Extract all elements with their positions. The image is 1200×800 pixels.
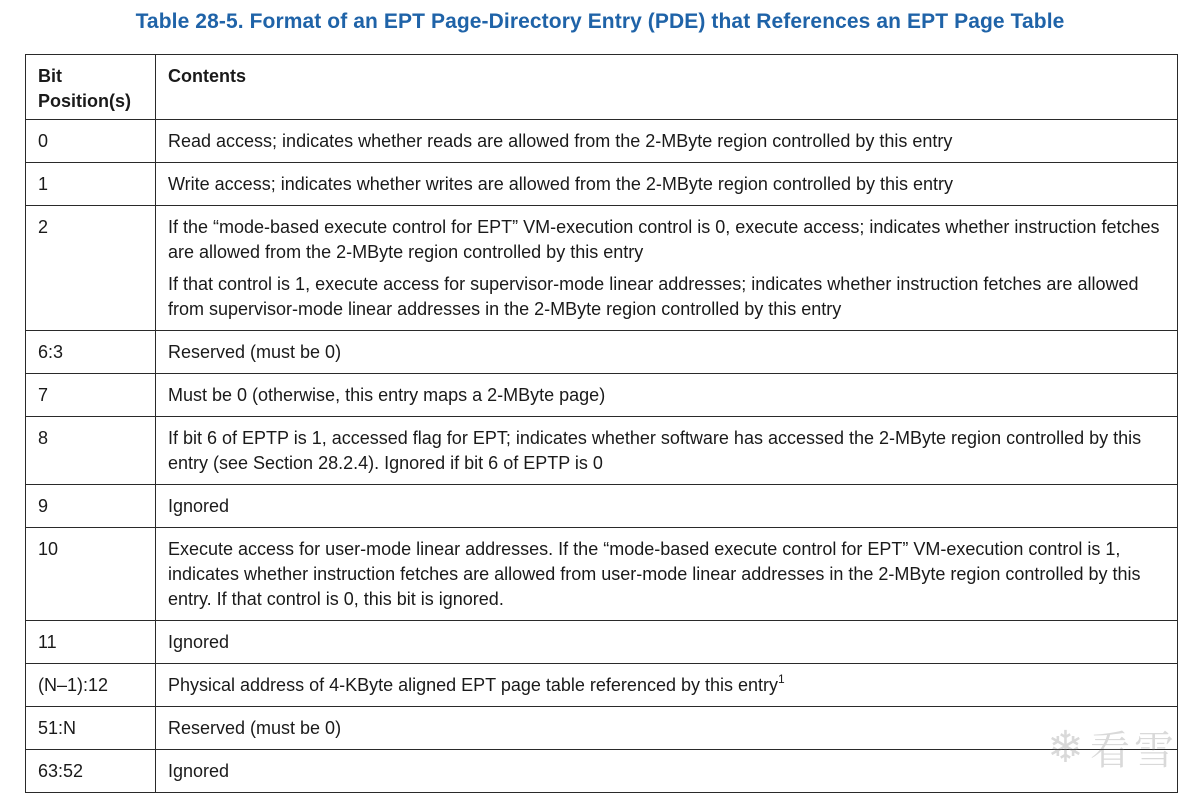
bit-position-cell: 0 [26, 120, 156, 163]
bit-position-cell: 2 [26, 206, 156, 331]
contents-paragraph [168, 129, 1165, 154]
table-row [26, 750, 1178, 793]
contents-text: Execute access for user-mode linear addresses. If the “mode-based execute control for EPT” VM-execution control is 1, indicates whether instruction fetches are allowed from user-mode linear addresses in the 2-MByte region controlled by this entry. If that control is 0, this bit is ignored. [168, 539, 1141, 609]
table-row [26, 163, 1178, 206]
contents-cell [156, 206, 1178, 331]
bit-position-cell: (N–1):12 [26, 664, 156, 707]
table-row [26, 664, 1178, 707]
contents-paragraph [168, 537, 1165, 612]
table-row [26, 528, 1178, 621]
header-contents: Contents [156, 55, 1178, 120]
table-row [26, 417, 1178, 485]
table-row [26, 621, 1178, 664]
header-bit-position: Bit Position(s) [26, 55, 156, 120]
contents-text: Physical address of 4-KByte aligned EPT page table referenced by this entry [168, 675, 779, 695]
contents-paragraph [168, 630, 1165, 655]
table-row [26, 707, 1178, 750]
contents-text: If that control is 1, execute access for supervisor-mode linear addresses; indicates whether instruction fetches are allowed from supervisor-mode linear addresses in the 2-MByte region controlled by this entry [168, 274, 1139, 319]
watermark-text: 看雪 [1090, 728, 1178, 774]
contents-paragraph [168, 172, 1165, 197]
contents-paragraph [168, 215, 1165, 265]
snowflake-icon: ❄ [1047, 722, 1084, 773]
contents-paragraph [168, 759, 1165, 784]
table-row [26, 120, 1178, 163]
contents-paragraph [168, 494, 1165, 519]
contents-text: Reserved (must be 0) [168, 342, 342, 362]
bit-position-cell: 11 [26, 621, 156, 664]
contents-cell [156, 374, 1178, 417]
bit-position-cell: 51:N [26, 707, 156, 750]
table-row [26, 374, 1178, 417]
bit-position-cell: 10 [26, 528, 156, 621]
table-body [26, 120, 1178, 793]
table-title: Table 28-5. Format of an EPT Page-Directory Entry (PDE) that References an EPT Page Table [135, 10, 1065, 33]
bit-position-cell: 9 [26, 485, 156, 528]
contents-text: Read access; indicates whether reads are allowed from the 2-MByte region controlled by this entry [168, 131, 953, 151]
contents-cell [156, 417, 1178, 485]
contents-paragraph [168, 340, 1165, 365]
contents-cell [156, 331, 1178, 374]
contents-cell [156, 120, 1178, 163]
contents-cell [156, 163, 1178, 206]
contents-paragraph [168, 673, 1165, 698]
bit-position-cell: 8 [26, 417, 156, 485]
contents-text: If bit 6 of EPTP is 1, accessed flag for EPT; indicates whether software has accessed the 2-MByte region controlled by this entry (see Section 28.2.4). Ignored if bit 6 of EPTP is 0 [168, 428, 1142, 473]
table-row [26, 485, 1178, 528]
contents-text: Ignored [168, 761, 230, 781]
contents-text: Write access; indicates whether writes are allowed from the 2-MByte region controlled by this entry [168, 174, 954, 194]
footnote-marker: 1 [778, 672, 785, 686]
contents-text: Ignored [168, 632, 230, 652]
contents-text: Must be 0 (otherwise, this entry maps a 2-MByte page) [168, 385, 606, 405]
contents-cell [156, 750, 1178, 793]
contents-cell [156, 707, 1178, 750]
table-row [26, 206, 1178, 331]
ept-pde-format-table [25, 54, 1178, 793]
contents-paragraph [168, 426, 1165, 476]
contents-text: Reserved (must be 0) [168, 718, 342, 738]
bit-position-cell: 1 [26, 163, 156, 206]
table-row [26, 331, 1178, 374]
table-header-row [26, 55, 1178, 120]
bit-position-cell: 63:52 [26, 750, 156, 793]
contents-cell [156, 621, 1178, 664]
contents-cell [156, 528, 1178, 621]
contents-paragraph [168, 383, 1165, 408]
contents-cell [156, 485, 1178, 528]
contents-text: If the “mode-based execute control for EPT” VM-execution control is 0, execute access; indicates whether instruction fetches are allowed from the 2-MByte region controlled by this entry [168, 217, 1160, 262]
bit-position-cell: 6:3 [26, 331, 156, 374]
contents-paragraph [168, 272, 1165, 322]
contents-paragraph [168, 716, 1165, 741]
watermark [1047, 719, 1178, 776]
contents-text: Ignored [168, 496, 230, 516]
bit-position-cell: 7 [26, 374, 156, 417]
contents-cell [156, 664, 1178, 707]
